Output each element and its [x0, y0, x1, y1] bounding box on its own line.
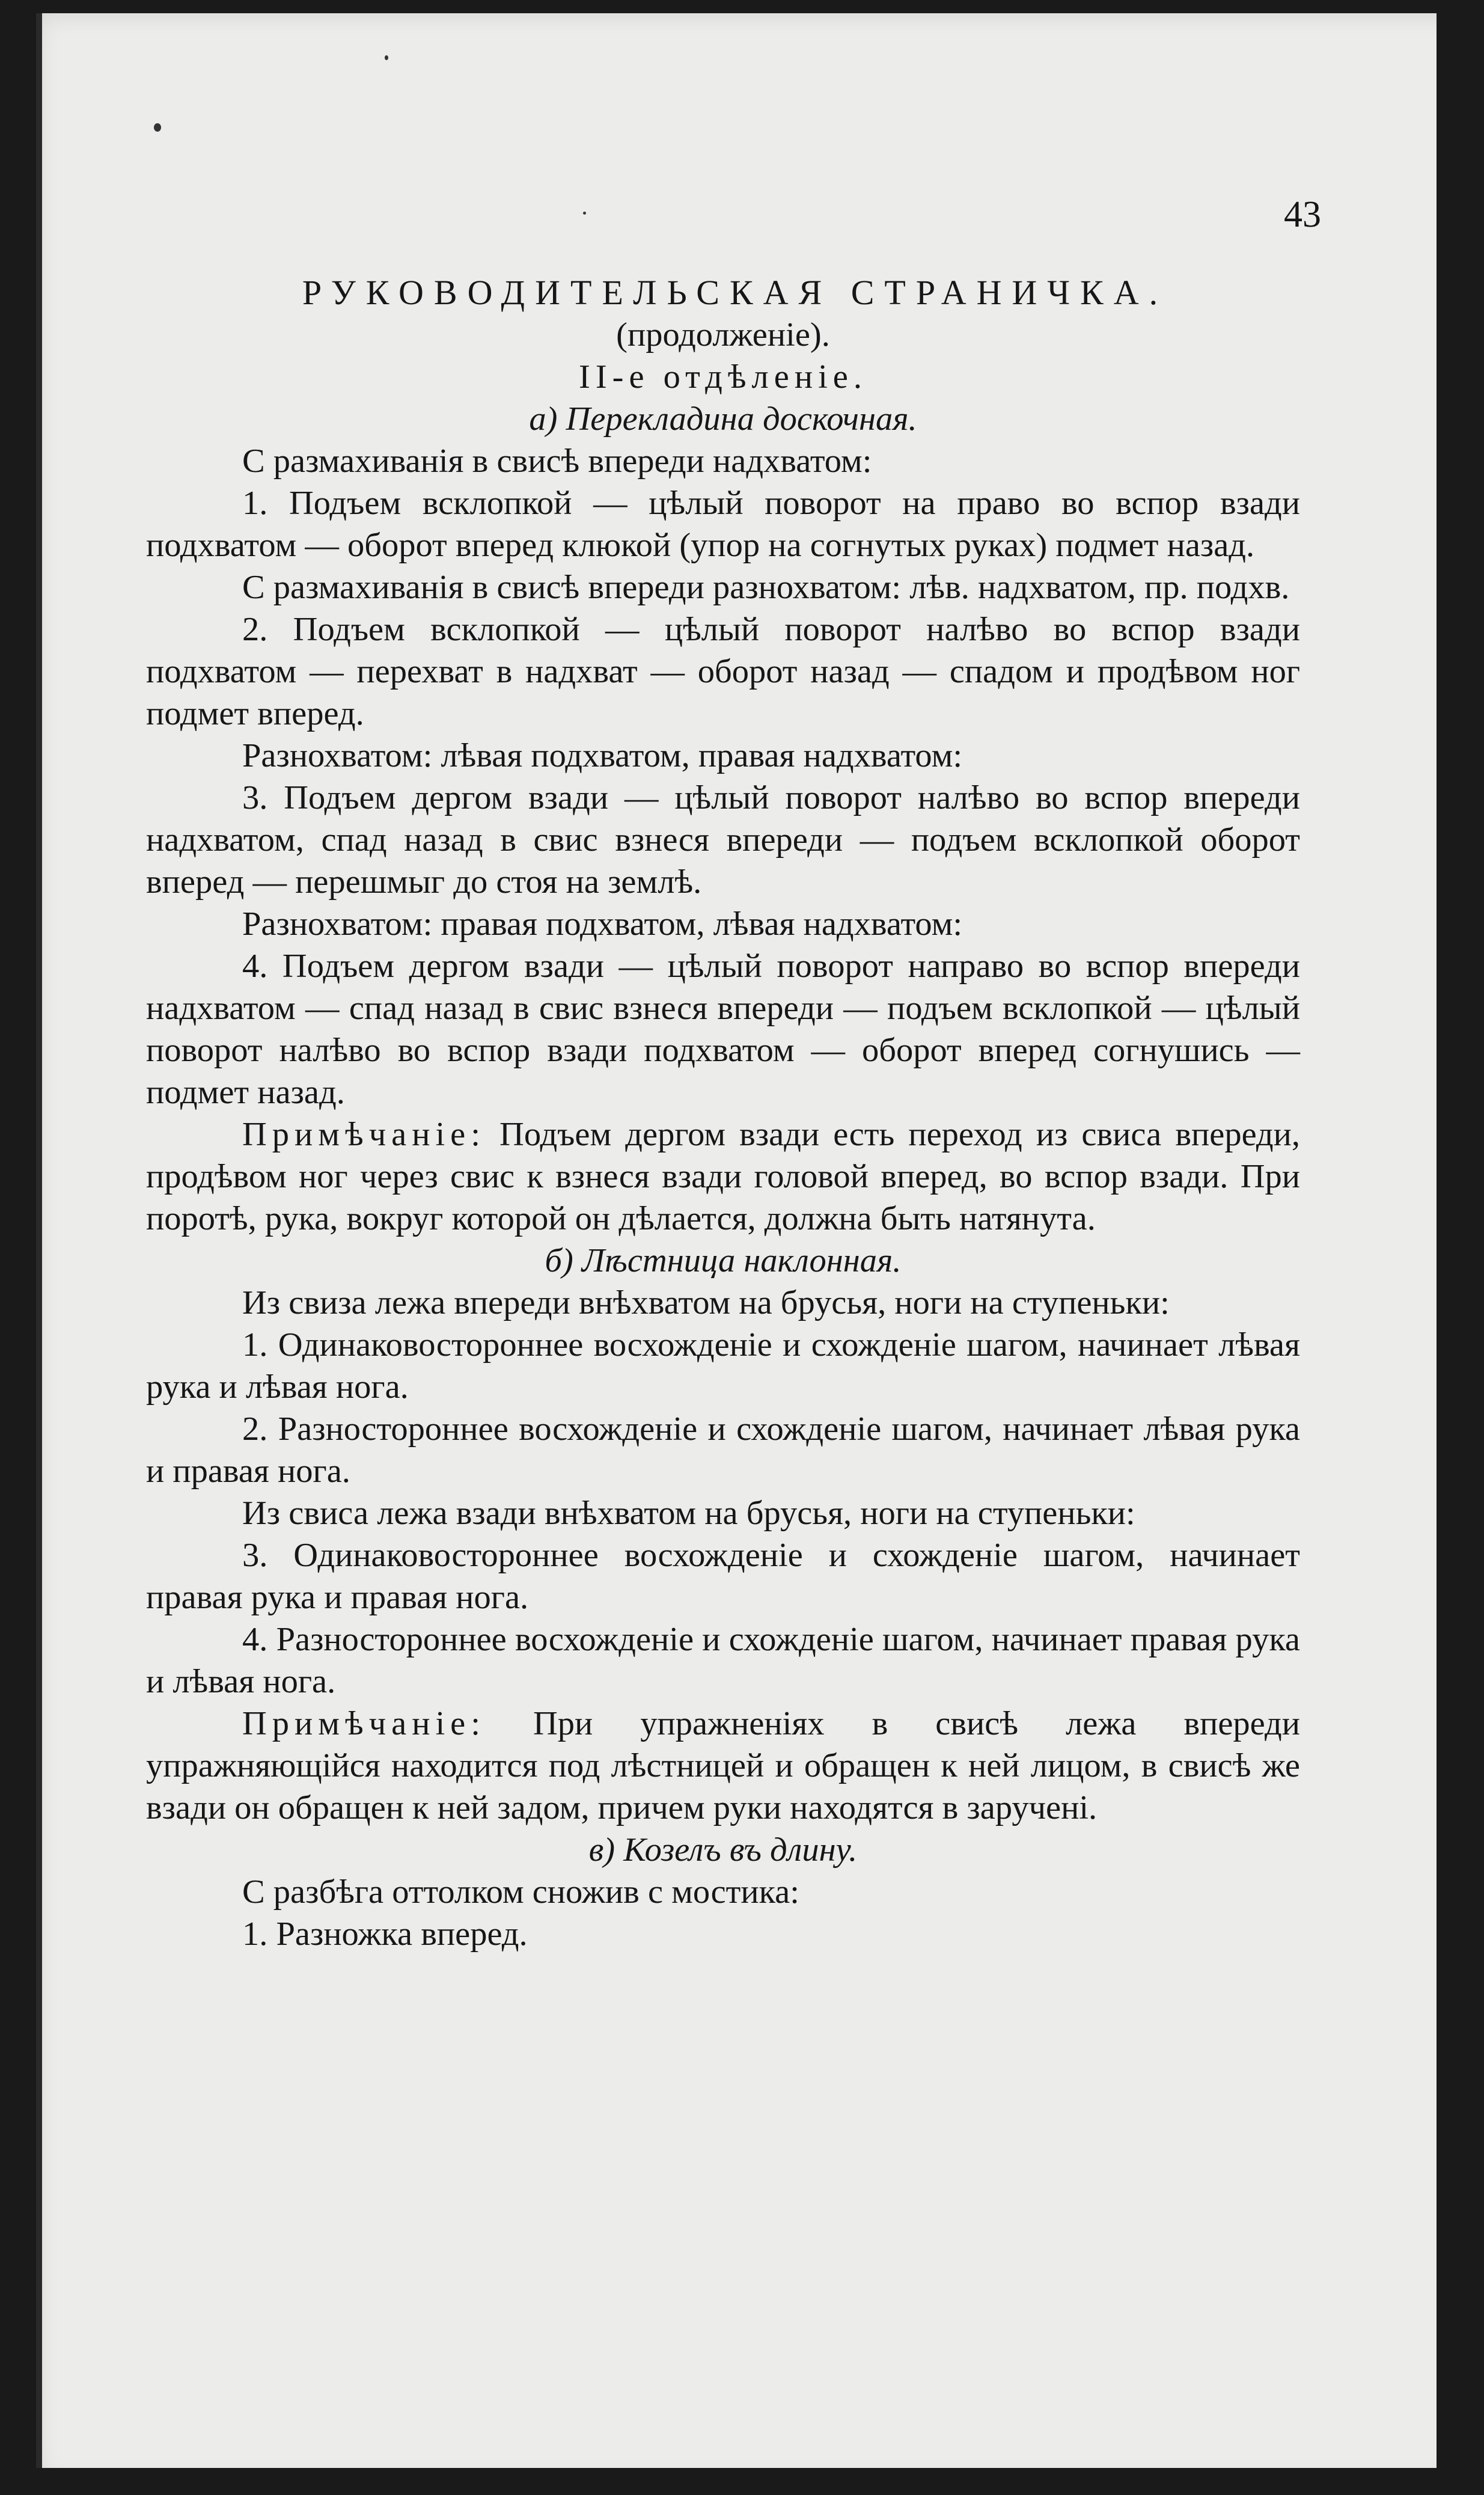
paragraph: Разнохватом: лѣвая подхватом, правая надхватом: [242, 737, 963, 774]
note-text: При упражненіях в свисѣ лежа впереди упражняющійся находится под лѣстницей и обращен к ней лицом, в свисѣ же взади он обращен к ней задом, причем руки находятся в заручені. [146, 1705, 1300, 1826]
subsection-title-b: б) Лѣстница наклонная. [545, 1242, 902, 1279]
paragraph: Из свиза лежа впереди внѣхватом на брусья, ноги на ступеньки: [242, 1284, 1170, 1321]
paragraph: 1. Подъем всклопкой — цѣлый поворот на право во вспор взади подхватом — оборот вперед клюкой (упор на согнутых руках) подмет назад. [146, 485, 1300, 564]
paragraph: 3. Одинаковостороннее восхожденіе и схожденіе шагом, начинает правая рука и правая нога. [146, 1537, 1300, 1616]
page-subheading: (продолженіе). [616, 316, 830, 354]
page-heading: РУКОВОДИТЕЛЬСКАЯ СТРАНИЧКА. [302, 273, 1168, 312]
ink-speck [385, 55, 388, 60]
page-number: 43 [1284, 194, 1321, 235]
paragraph: Из свиса лежа взади внѣхватом на брусья, ноги на ступеньки: [242, 1495, 1135, 1532]
paragraph: 4. Подъем дергом взади — цѣлый поворот направо во вспор впереди надхватом — спад назад в свис взнеся впереди — подъем всклопкой — цѣлый поворот налѣво во вспор взади подхватом — оборот вперед согнушись — подмет назад. [146, 947, 1300, 1111]
scan-right-border [1437, 13, 1461, 2481]
scan-bottom-border [36, 2468, 1461, 2481]
paragraph: С размахиванія в свисѣ впереди разнохватом: лѣв. надхватом, пр. подхв. [242, 569, 1290, 606]
page-text [146, 272, 1300, 1955]
paragraph: 2. Подъем всклопкой — цѣлый поворот налѣво во вспор взади подхватом — перехват в надхват — оборот назад — спадом и продѣвом ног подмет вперед. [146, 611, 1300, 732]
page-left-edge [36, 13, 42, 2481]
paragraph: 3. Подъем дергом взади — цѣлый поворот налѣво во вспор впереди надхватом, спад назад в свис взнеся впереди — подъем всклопкой оборот вперед — перешмыг до стоя на землѣ. [146, 779, 1300, 901]
note-paragraph [146, 1703, 1300, 1829]
paragraph: С разбѣга оттолком сножив с мостика: [242, 1873, 799, 1911]
note-text: Подъем дергом взади есть переход из свиса впереди, продѣвом ног через свис к взнеся взади головой вперед, во вспор взади. При поротѣ, рука, вокруг которой он дѣлается, должна быть натянута. [146, 1116, 1301, 1237]
book-page [36, 13, 1461, 2481]
subsection-title-a: а) Перекладина доскочная. [529, 400, 917, 438]
note-paragraph [146, 1113, 1300, 1240]
note-label: Примѣчаніе: [242, 1116, 486, 1153]
ink-speck [583, 212, 586, 215]
subsection-title-c: в) Козелъ въ длину. [588, 1831, 858, 1869]
paragraph: 2. Разностороннее восхожденіе и схожденіе шагом, начинает лѣвая рука и правая нога. [146, 1410, 1300, 1490]
note-label: Примѣчаніе: [242, 1705, 486, 1742]
section-title: II-е отдѣленіе. [579, 358, 867, 396]
paragraph: 4. Разностороннее восхожденіе и схожденіе шагом, начинает правая рука и лѣвая нога. [146, 1621, 1300, 1700]
paragraph: С размахиванія в свисѣ впереди надхватом: [242, 442, 872, 480]
paragraph: Разнохватом: правая подхватом, лѣвая надхватом: [242, 905, 963, 943]
paragraph: 1. Одинаковостороннее восхожденіе и схожденіе шагом, начинает лѣвая рука и лѣвая нога. [146, 1326, 1300, 1406]
ink-speck [154, 123, 161, 132]
paragraph: 1. Разножка вперед. [242, 1915, 528, 1953]
